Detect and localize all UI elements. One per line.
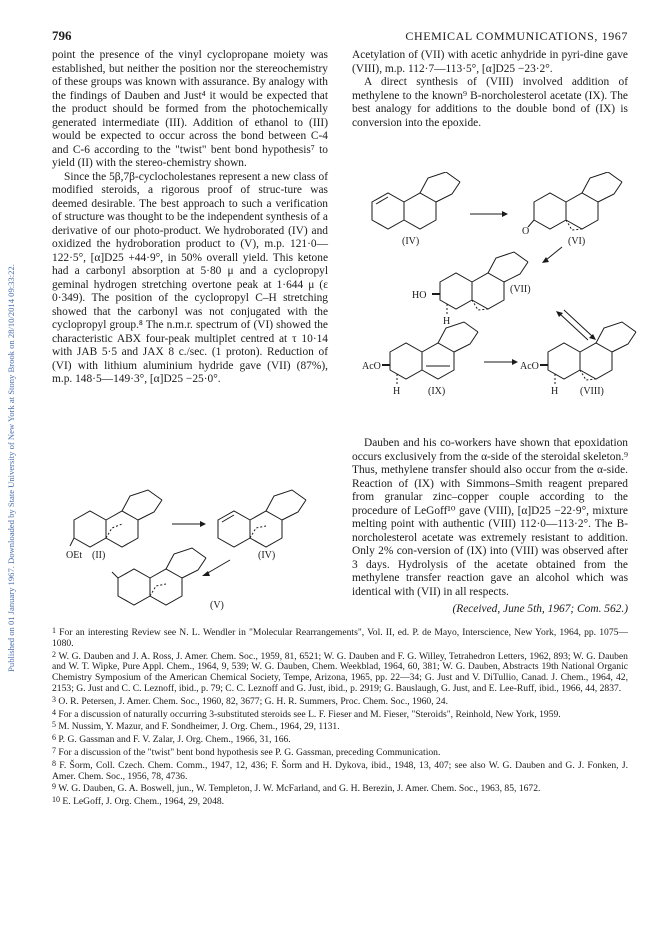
reference-item: $^1$ For an interesting Review see N. L. Wendler in "Molecular Rearrangements", Vol. II, ed. P. de Mayo, Interscience, New York, 1964, pp. 1075—1080. — [52, 626, 629, 649]
reference-item: $^8$ F. Šorm, Coll. Czech. Chem. Comm., 1947, 12, 436; F. Šorm and H. Dykova, ibid., 1948, 13, 407; see also W. G. Dauben and G. J. Fonken, J. Amer. Chem. Soc., 1956, 78, 4736. — [52, 758, 628, 782]
download-notice-text: Published on 01 January 1967. Downloaded by State University of New York at Stony Brook on 28/10/2014 09:33:22. — [6, 264, 16, 672]
right-paragraph-3: Dauben and his co-workers have shown that epoxidation occurs exclusively from the α-side of the steroidal skeleton.⁹ Thus, methylene transfer should also occur from the α-side. Reaction of (IX) with Simmons–Smith reagent prepared from granular zinc–copper couple according to the procedure of LeGoff¹⁰ gave (VIII), [α]D25 −22·9°, mixture melting point with authentic (VIII) 112·0—113·2°. The B-norcholesterol acetate was extremely resistant to addition. Only 2% con-version of (IX) into (VIII) was observed after 3 days. Hydrolysis of the acetate obtained from the methylene transfer reaction gave an alcohol which was identical with (VII) in all respects. — [352, 437, 628, 598]
right-paragraph-1: Acetylation of (VII) with acetic anhydride in pyri-dine gave (VIII), m.p. 112·7—113·5°, [α]D25 −23·2°. — [352, 49, 628, 75]
references — [52, 626, 628, 808]
left-column — [52, 49, 328, 387]
label-IV-left: (IV) — [258, 550, 276, 561]
right-reaction-scheme — [352, 172, 642, 432]
reference-item: $^4$ For a discussion of naturally occurring 3-substituted steroids see L. F. Fieser and M. Fieser, "Steroids", Reinhold, New York, 1959. — [52, 707, 561, 720]
page-number: 796 — [52, 28, 72, 43]
label-H-VIII: H — [551, 386, 559, 397]
left-paragraph-2: Since the 5β,7β-cyclocholestanes represent a new class of modified steroids, a rigorous proof of struc-ture was deemed desirable. The best approach to such a verification of structure was thought to be the independent synthesis of a derivative of our photo-product. We hydroborated (IV) and oxidized the hydroboration product to (V), m.p. 121·0—122·5°, [α]D25 +44·9°, in 50% overall yield. This ketone had a carbonyl absorption at 5·80 μ and a cyclopropyl geminal hydrogen stretching overtone peak at 1·644 μ (ε 0·349). The position of the cyclopropyl C–H stretching showed that the carbonyl was not conjugated with the cyclopropyl group.⁸ The n.m.r. spectrum of (VI) showed the characteristic ABX four-peak multiplet centred at τ 10·14 with JAB 5·5 and JAX 8 c./sec. (1 proton). Reduction of (VI) with lithium aluminium hydride gave (VII) (87%), m.p. 148·5—149·3°, [α]D25 −25·0°. — [52, 170, 328, 385]
label-VI: (VI) — [568, 236, 586, 247]
right-paragraph-2: A direct synthesis of (VIII) involved addition of methylene to the known⁹ B-norcholesterol acetate (IX). The best analogy for additions to the double bond of (IX) is conversion into the epoxide. — [352, 76, 628, 129]
label-H-VII: H — [443, 316, 451, 327]
label-AcO-VIII: AcO — [520, 361, 539, 372]
reference-item: $^3$ O. R. Petersen, J. Amer. Chem. Soc., 1960, 82, 3677; G. H. R. Summers, Proc. Chem. Soc., 1960, 24. — [52, 694, 449, 707]
label-H-IX: H — [393, 386, 401, 397]
structure-VI — [528, 172, 622, 230]
structure-VII — [432, 252, 528, 314]
label-HO: HO — [412, 290, 427, 301]
label-AcO-IX: AcO — [362, 361, 381, 372]
label-VIII: (VIII) — [580, 386, 604, 397]
received-date: (Received, June 5th, 1967; Com. 562.) — [452, 603, 628, 615]
label-II: (II) — [92, 550, 106, 561]
reference-item: $^{10}$ E. LeGoff, J. Org. Chem., 1964, 29, 2048. — [52, 795, 225, 808]
structure-VIII — [540, 322, 636, 384]
label-V: (V) — [210, 600, 224, 611]
journal-title: CHEMICAL COMMUNICATIONS, 1967 — [405, 29, 628, 43]
reference-item: $^5$ M. Nussim, Y. Mazur, and F. Sondheimer, J. Org. Chem., 1964, 29, 1131. — [52, 720, 340, 733]
structure-IX — [382, 322, 478, 384]
structure-IV-left — [218, 490, 306, 547]
left-paragraph-1: point the presence of the vinyl cyclopropane moiety was established, but neither the position nor the stereochemistry of these groups was known with assurance. By analogy with the findings of Dauben and Just⁴ it would be expected that the product should be formed from the photochemically generated intermediate (III). Addition of ethanol to (III) would be expected to occur across the bond between C-4 and C-6 according to the "twist" bent bond hypothesis⁷ to yield (II) with the stereo-chemistry shown. — [52, 49, 328, 169]
download-notice-sidebar — [0, 0, 22, 936]
label-VII: (VII) — [510, 284, 531, 295]
right-column-bottom — [352, 437, 628, 599]
label-O: O — [522, 226, 530, 237]
structure-II — [70, 490, 162, 547]
label-OEt: OEt — [66, 550, 83, 561]
right-column-top — [352, 49, 628, 130]
reference-item: $^6$ P. G. Gassman and F. V. Zalar, J. Org. Chem., 1966, 31, 166. — [52, 733, 291, 746]
structure-IV-right — [372, 172, 460, 229]
reference-item: $^9$ W. G. Dauben, G. A. Boswell, jun., W. Templeton, J. W. McFarland, and G. H. Berezin, J. Amer. Chem. Soc., 1963, 85, 1672. — [52, 782, 541, 795]
structure-V — [112, 548, 206, 605]
left-reaction-scheme — [60, 478, 330, 618]
label-IV-right: (IV) — [402, 236, 420, 247]
reference-item: $^2$ W. G. Dauben and J. A. Ross, J. Amer. Chem. Soc., 1959, 81, 6521; W. G. Dauben and F. G. Willey, Tetrahedron Letters, 1962, 893; W. G. Dauben and W. T. Wipke, Pure Appl. Chem., 1964, 9, 539; W. G. Dauben, Chem. Weekblad, 1964, 60, 381; W. G. Dauben, Abstracts 19th National Organic Chemistry Symposium of the American Chemical Society, Tempe, Arizona, 1965, pp. 22—34; G. Just and V. DiTullio, Canad. J. Chem., 1964, 42, 2153; G. Just and C. C. Leznoff, ibid., p. 79; C. C. Leznoff and G. Just, ibid., p. 2919; G. Bauslaugh, G. Just, and E. Lee-Ruff, ibid., 1966, 44, 2837. — [52, 649, 628, 694]
reference-item: $^7$ For a discussion of the "twist" bent bond hypothesis see P. G. Gassman, preceding Communication. — [52, 745, 441, 758]
label-IX: (IX) — [428, 386, 446, 397]
